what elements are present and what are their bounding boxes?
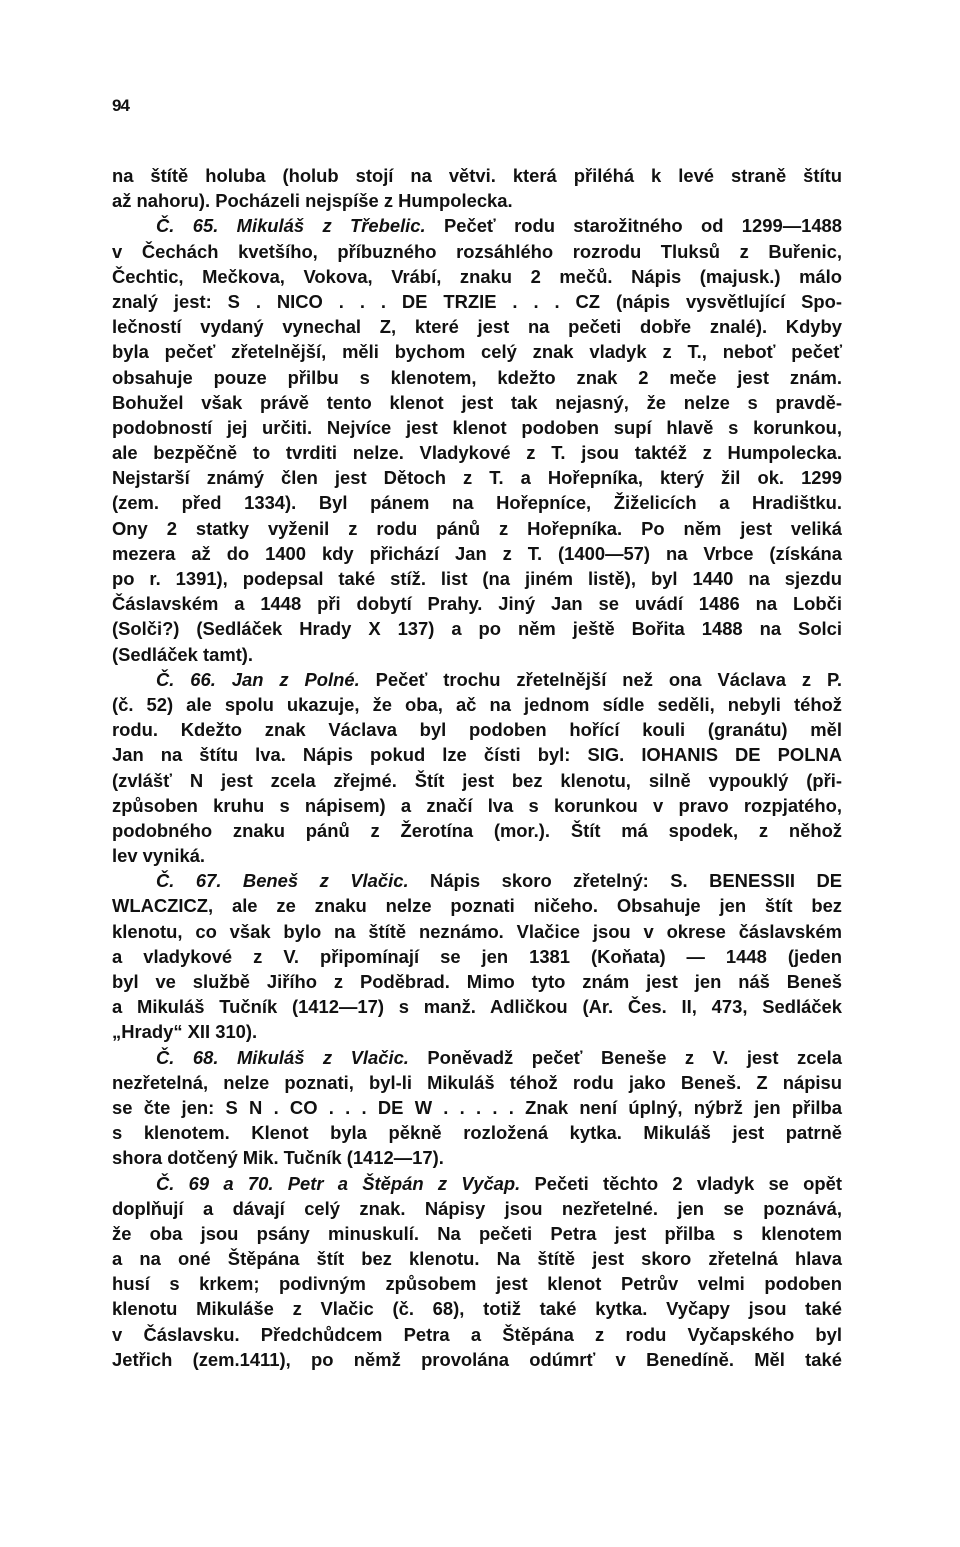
- line-text: po r. 1391), podepsal také stíž. list (na jiném listě), byl 1440 na sjezdu: [112, 568, 842, 589]
- entry-heading: Č. 65. Mikuláš z Třebelic.: [156, 215, 426, 237]
- line-text: nezřetelná, nelze poznati, byl-li Mikuláš téhož rodu jako Beneš. Z nápisu: [112, 1071, 842, 1093]
- line-text: (zvlášť N jest zcela zřejmé. Štít jest bez klenotu, silně vypouklý (při-: [112, 769, 842, 791]
- text-line: [112, 1347, 842, 1372]
- text-line: [112, 768, 842, 793]
- line-text: a vladykové z V. připomínají se jen 1381 (Koňata) — 1448 (jeden: [112, 945, 842, 967]
- page-number: 94: [112, 96, 129, 115]
- line-text: znalý jest: S . NICO . . . DE TRZIE . . . CZ (nápis vysvětlující Spo-: [112, 290, 842, 312]
- text-line: [112, 339, 842, 364]
- entry-heading: Č. 67. Beneš z Vlačic.: [156, 870, 409, 892]
- entry-heading-line: [112, 1171, 842, 1196]
- text-line: [112, 1322, 842, 1347]
- entry-heading: Č. 66. Jan z Polné.: [156, 668, 360, 690]
- line-text: Pečeť rodu starožitného od 1299—1488: [425, 215, 842, 237]
- line-text: Čechtic, Mečkova, Vokova, Vrábí, znaku 2 mečů. Nápis (majusk.) málo: [112, 265, 842, 287]
- line-text: Ony 2 statky vyženil z rodu pánů z Hořepníka. Po něm jest veliká: [112, 517, 842, 539]
- text-line: [112, 264, 842, 289]
- line-text: (Solči?) (Sedláček Hrady X 137) a po něm ještě Bořita 1488 na Solci: [112, 618, 842, 640]
- line-text: (č. 52) ale spolu ukazuje, že oba, ač na jednom sídle seděli, nebyli téhož: [112, 693, 842, 715]
- line-text: klenotu Mikuláše z Vlačic (č. 68), totiž také kytka. Vyčapy jsou také: [112, 1298, 842, 1320]
- text-line: [112, 1196, 842, 1221]
- text-line: [112, 1145, 842, 1170]
- text-line: [112, 465, 842, 490]
- text-line: [112, 440, 842, 465]
- text-line: [112, 490, 842, 515]
- line-text: klenotu, co však bylo na štítě neznámo. Vlačice jsou v okrese čáslavském: [112, 920, 842, 942]
- text-line: [112, 1296, 842, 1321]
- text-line: [112, 591, 842, 616]
- text-line: [112, 793, 842, 818]
- line-text: Jetřich (zem.1411), po němž provolána odúmrť v Benedíně. Měl také: [112, 1348, 842, 1370]
- line-text: a Mikuláš Tučník (1412—17) s manž. Adličkou (Ar. Čes. II, 473, Sedláček: [112, 996, 842, 1018]
- text-line: [112, 944, 842, 969]
- line-text: lečností vydaný vynechal Z, které jest na pečeti dobře znalé). Kdyby: [112, 316, 842, 338]
- text-line: [112, 717, 842, 742]
- line-text: se čte jen: S N . CO . . . DE W . . . . . Znak není úplný, nýbrž jen přilba: [112, 1096, 842, 1118]
- line-text: (Sedláček tamt).: [112, 643, 254, 665]
- line-text: ale bezpěčně to tvrditi nelze. Vladykové z T. jsou taktéž z Humpolecka.: [112, 442, 842, 464]
- text-line: [112, 1120, 842, 1145]
- entry-heading-line: [112, 868, 842, 893]
- text-line: [112, 365, 842, 390]
- line-text: v Čechách kvetšího, příbuzného rozsáhlého rozrodu Tluksů z Buřenic,: [112, 240, 842, 262]
- text-line: [112, 818, 842, 843]
- line-text: byla pečeť zřetelnější, měli bychom celý znak vladyk z T., neboť pečeť: [112, 341, 842, 363]
- text-line: [112, 415, 842, 440]
- text-line: [112, 642, 842, 667]
- line-text: Pečeť trochu zřetelnější než ona Václava z P.: [359, 668, 842, 690]
- line-text: s klenotem. Klenot byla pěkně rozložená kytka. Mikuláš jest patrně: [112, 1122, 842, 1144]
- line-text: že oba jsou psány minuskulí. Na pečeti Petra jest přilba s klenotem: [112, 1222, 842, 1244]
- line-text: Poněvadž pečeť Beneše z V. jest zcela: [408, 1046, 842, 1068]
- text-line: [112, 390, 842, 415]
- line-text: rodu. Kdežto znak Václava byl podoben hořící kouli (granátu) měl: [112, 719, 842, 741]
- line-text: Bohužel však právě tento klenot jest tak nejasný, že nelze s pravdě-: [112, 391, 842, 413]
- line-text: až nahoru). Pocházeli nejspíše z Humpolecka.: [112, 190, 513, 212]
- entry-heading: Č. 69 a 70. Petr a Štěpán z Vyčap.: [156, 1172, 521, 1194]
- line-text: Čáslavském a 1448 při dobytí Prahy. Jiný Jan se uvádí 1486 na Lobči: [112, 593, 842, 615]
- line-text: (zem. před 1334). Byl pánem na Hořepníce, Žiželicích a Hradištku.: [112, 492, 842, 514]
- entry-heading: Č. 68. Mikuláš z Vlačic.: [156, 1046, 409, 1068]
- line-text: WLACZICZ, ale ze znaku nelze poznati ničeho. Obsahuje jen štít bez: [112, 895, 842, 917]
- line-text: Pečeti těchto 2 vladyk se opět: [520, 1172, 842, 1194]
- text-line: [112, 314, 842, 339]
- line-text: doplňují a dávají celý znak. Nápisy jsou nezřetelné. jen se poznává,: [112, 1197, 842, 1219]
- text-line: [112, 1070, 842, 1095]
- text-line: [112, 692, 842, 717]
- line-text: podobného znaku pánů z Žerotína (mor.). Štít má spodek, z něhož: [112, 819, 842, 841]
- line-text: v Čáslavsku. Předchůdcem Petra a Štěpána z rodu Vyčapského byl: [112, 1323, 842, 1345]
- line-text: mezera až do 1400 kdy přichází Jan z T. (1400—57) na Vrbce (získána: [112, 542, 842, 564]
- text-line: [112, 969, 842, 994]
- body-text: [112, 163, 842, 1372]
- line-text: způsoben kruhu s nápisem) a značí lva s korunkou v pravo rozpjatého,: [112, 794, 842, 816]
- line-text: lev vyniká.: [112, 845, 206, 867]
- line-text: byl ve službě Jiřího z Poděbrad. Mimo tyto znám jest jen náš Beneš: [112, 971, 842, 992]
- text-line: [112, 742, 842, 767]
- line-text: Nápis skoro zřetelný: S. BENESSII DE: [408, 870, 843, 892]
- line-text: shora dotčený Mik. Tučník (1412—17).: [112, 1147, 444, 1169]
- text-line: [112, 188, 842, 213]
- text-line: [112, 1246, 842, 1271]
- text-line: [112, 1221, 842, 1246]
- text-line: [112, 566, 842, 591]
- text-line: [112, 616, 842, 641]
- line-text: podobností jej určiti. Nejvíce jest klenot podoben supí hlavě s korunkou,: [112, 416, 842, 438]
- line-text: „Hrady“ XII 310).: [112, 1021, 258, 1043]
- line-text: na štítě holuba (holub stojí na větvi. která přiléhá k levé straně štítu: [112, 165, 842, 186]
- text-line: [112, 843, 842, 868]
- line-text: husí s krkem; podivným způsobem jest klenot Petrův velmi podoben: [112, 1273, 842, 1295]
- entry-heading-line: [112, 213, 842, 238]
- text-line: [112, 1271, 842, 1296]
- entry-heading-line: [112, 1045, 842, 1070]
- line-text: obsahuje pouze přilbu s klenotem, kdežto znak 2 meče jest znám.: [112, 366, 842, 388]
- text-line: [112, 289, 842, 314]
- text-line: [112, 239, 842, 264]
- text-line: [112, 1095, 842, 1120]
- text-line: [112, 994, 842, 1019]
- text-line: [112, 893, 842, 918]
- line-text: Nejstarší známý člen jest Dětoch z T. a Hořepníka, který žil ok. 1299: [112, 467, 842, 489]
- text-line: [112, 163, 842, 188]
- line-text: Jan na štítu lva. Nápis pokud lze čísti byl: SIG. IOHANIS DE POLNA: [112, 744, 842, 766]
- text-line: [112, 516, 842, 541]
- entry-heading-line: [112, 667, 842, 692]
- line-text: a na oné Štěpána štít bez klenotu. Na štítě jest skoro zřetelná hlava: [112, 1248, 842, 1270]
- text-line: [112, 1019, 842, 1044]
- text-line: [112, 919, 842, 944]
- text-line: [112, 541, 842, 566]
